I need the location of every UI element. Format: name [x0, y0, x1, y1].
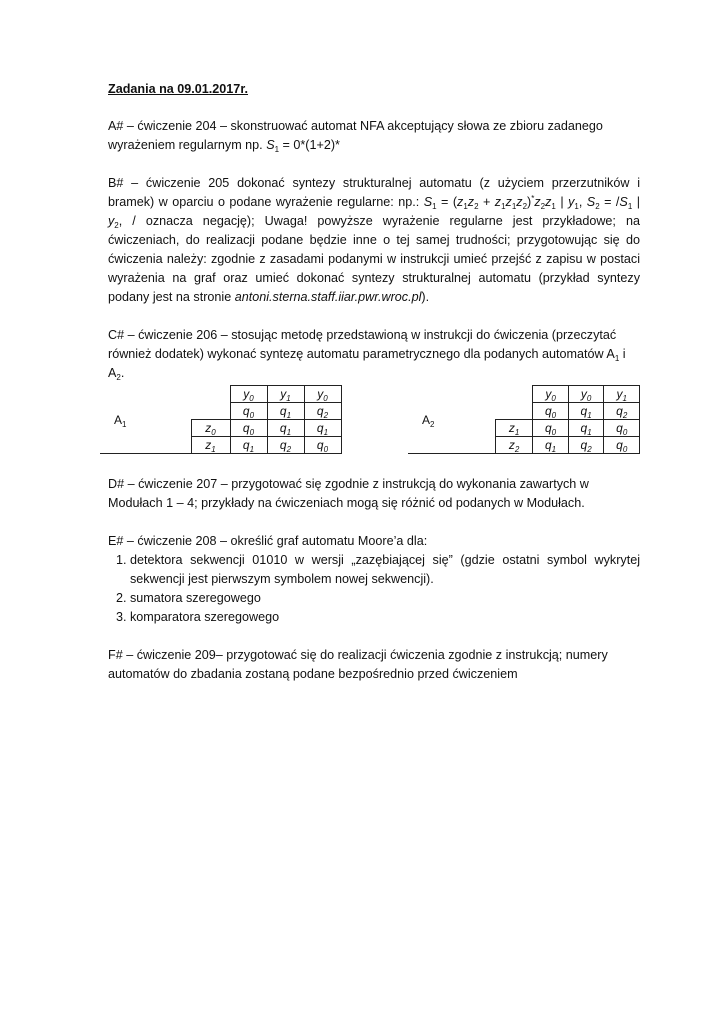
task-b-eq-neg: = /: [599, 195, 620, 209]
task-a-paragraph: [108, 117, 640, 155]
task-b-paragraph: [108, 174, 640, 307]
table-cell: $q_2$: [604, 403, 640, 420]
task-c-a1-sub: 1: [614, 354, 620, 363]
task-b-y1: y: [568, 195, 575, 209]
task-b-z-c: z: [494, 195, 502, 209]
task-d-paragraph: D# – ćwiczenie 207 – przygotować się zgodnie z instrukcją do wykonania zawartych w Modułach 1 – 4; przykłady na ćwiczeniach mogą się różnić od podanych w Modułach.: [108, 477, 589, 510]
table-row: [100, 386, 341, 403]
task-f-paragraph: F# – ćwiczenie 209– przygotować się do realizacji ćwiczenia zgodnie z instrukcją; numery automatów do zbadania zostaną podane bezpośrednio przed ćwiczeniem: [108, 648, 608, 681]
table-cell: $z_1$: [495, 420, 532, 437]
task-b-s1-neg: S: [619, 195, 628, 209]
table-cell: $y_0$: [568, 386, 604, 403]
table-cell: $q_2$: [568, 437, 604, 454]
task-b-z-e: z: [516, 195, 523, 209]
task-c-a2-sub: 2: [116, 373, 121, 382]
task-b-text-end: ).: [421, 290, 430, 304]
task-b-z-f-sub: 2: [540, 202, 546, 211]
task-b-s1-sub: 1: [432, 202, 437, 211]
task-b-y1-sub: 1: [574, 202, 579, 211]
table-cell: $q_2$: [267, 437, 304, 454]
list-item: 2. sumatora szeregowego: [130, 589, 640, 608]
task-b-z-g: z: [545, 195, 552, 209]
task-a-expression: = 0*(1+2)*: [279, 138, 340, 152]
table-cell: $q_1$: [304, 420, 341, 437]
task-b-star: *: [531, 194, 535, 203]
table-row: [408, 403, 640, 420]
list-item: 3. komparatora szeregowego: [130, 608, 640, 627]
table-row: [100, 403, 341, 420]
table-cell: $y_1$: [267, 386, 304, 403]
task-b-z-b-sub: 2: [474, 202, 479, 211]
task-b-text-1: B# – ćwiczenie 205 dokonać syntezy strukturalnej automatu (z użyciem przerzutników i bramek) w oparciu o podane wyrażenie regularne: np.:: [108, 176, 640, 209]
task-b-y2-sub: 2: [114, 221, 119, 230]
task-b-z-a: z: [457, 195, 464, 209]
table-cell: $q_1$: [230, 437, 267, 454]
table-cell: $q_0$: [304, 437, 341, 454]
task-b-y2: y: [108, 214, 115, 228]
automaton-name: $A_1$: [114, 412, 127, 429]
automaton-name: $A_2$: [422, 412, 435, 429]
task-b-z-f: z: [534, 195, 541, 209]
task-e-list: [108, 551, 640, 627]
task-b-close: ): [527, 195, 532, 209]
task-b-z-d-sub: 1: [511, 202, 517, 211]
task-b-s2-sub: 2: [595, 202, 600, 211]
table-row: [100, 437, 341, 454]
task-b-s1: S: [423, 195, 433, 209]
task-b-plus: +: [478, 195, 495, 209]
document-body: [108, 80, 640, 684]
task-a-symbol-sub: 1: [274, 145, 280, 154]
task-b-text-2: , / oznacza negację); Uwaga! powyższe wyrażenie regularne jest przykładowe; na ćwiczeniach, do realizacji podane będzie inne o tej samej trudności; przygotowując się do ćwiczenia należy: zgodnie z zasadami podanymi w instrukcji umieć przejść z zapisu w postaci wyrażenia na graf oraz umieć dokonać syntezy strukturalnej automatu (przykład syntezy podany jest na stronie: [108, 214, 640, 304]
task-b-s1-neg-sub: 1: [627, 202, 633, 211]
automaton-table2-table: [408, 385, 640, 454]
table-cell: $q_1$: [568, 403, 604, 420]
task-b-z-a-sub: 1: [463, 202, 468, 211]
task-c-mid: i A: [108, 347, 626, 380]
task-b-s2: S: [586, 195, 596, 209]
table-cell: $z_0$: [191, 420, 230, 437]
task-a-text: A# – ćwiczenie 204 – skonstruować automat NFA akceptujący słowa ze zbioru zadanego wyrażeniem regularnym np.: [108, 119, 603, 152]
task-b-comma: ,: [578, 195, 587, 209]
table-row: [408, 386, 640, 403]
table-cell: $q_1$: [533, 437, 569, 454]
table-cell: $y_1$: [604, 386, 640, 403]
task-c-text: C# – ćwiczenie 206 – stosując metodę przedstawioną w instrukcji do ćwiczenia (przeczytać również dodatek) wykonać syntezę automatu parametrycznego dla podanych automatów A: [108, 328, 617, 361]
task-b-bar-1: |: [555, 195, 569, 209]
task-e-paragraph: E# – ćwiczenie 208 – określić graf automatu Moore’a dla:: [108, 534, 428, 548]
automata-tables: [108, 385, 640, 455]
task-c-end: .: [120, 366, 125, 380]
task-b-bar-2: |: [632, 195, 641, 209]
table-cell: $q_0$: [604, 437, 640, 454]
table-cell: $q_2$: [304, 403, 341, 420]
table-cell: $q_0$: [533, 403, 569, 420]
table-cell: $q_1$: [267, 403, 304, 420]
table-row: [408, 437, 640, 454]
task-b-z-c-sub: 1: [501, 202, 506, 211]
task-a-symbol: S: [266, 138, 275, 152]
table-cell: $y_0$: [304, 386, 341, 403]
task-c-paragraph: [108, 326, 640, 383]
table-cell: $q_0$: [604, 420, 640, 437]
table-cell: $z_2$: [495, 437, 532, 454]
task-b-link[interactable]: antoni.sterna.staff.iiar.pwr.wroc.pl: [234, 290, 422, 304]
page-title: Zadania na 09.01.2017r.: [108, 82, 249, 96]
task-b-eq: = (: [436, 195, 458, 209]
task-b-z-b: z: [467, 195, 475, 209]
table-cell: $z_1$: [191, 437, 230, 454]
automaton-a1-table: [100, 385, 342, 454]
table-cell: $y_0$: [230, 386, 267, 403]
table-cell: $q_1$: [568, 420, 604, 437]
table-cell: $q_0$: [230, 403, 267, 420]
task-b-z-d: z: [505, 195, 512, 209]
task-b-z-g-sub: 1: [551, 202, 556, 211]
table-cell: $q_1$: [267, 420, 304, 437]
table-cell: $q_0$: [533, 420, 569, 437]
table-cell: $y_0$: [533, 386, 569, 403]
task-b-z-e-sub: 2: [522, 202, 528, 211]
list-item: 1. detektora sekwencji 01010 w wersji „zazębiającej się” (gdzie ostatni symbol wykrytej sekwencji jest pierwszym symbolem nowej sekwencji).: [130, 551, 640, 589]
table-cell: $q_0$: [230, 420, 267, 437]
